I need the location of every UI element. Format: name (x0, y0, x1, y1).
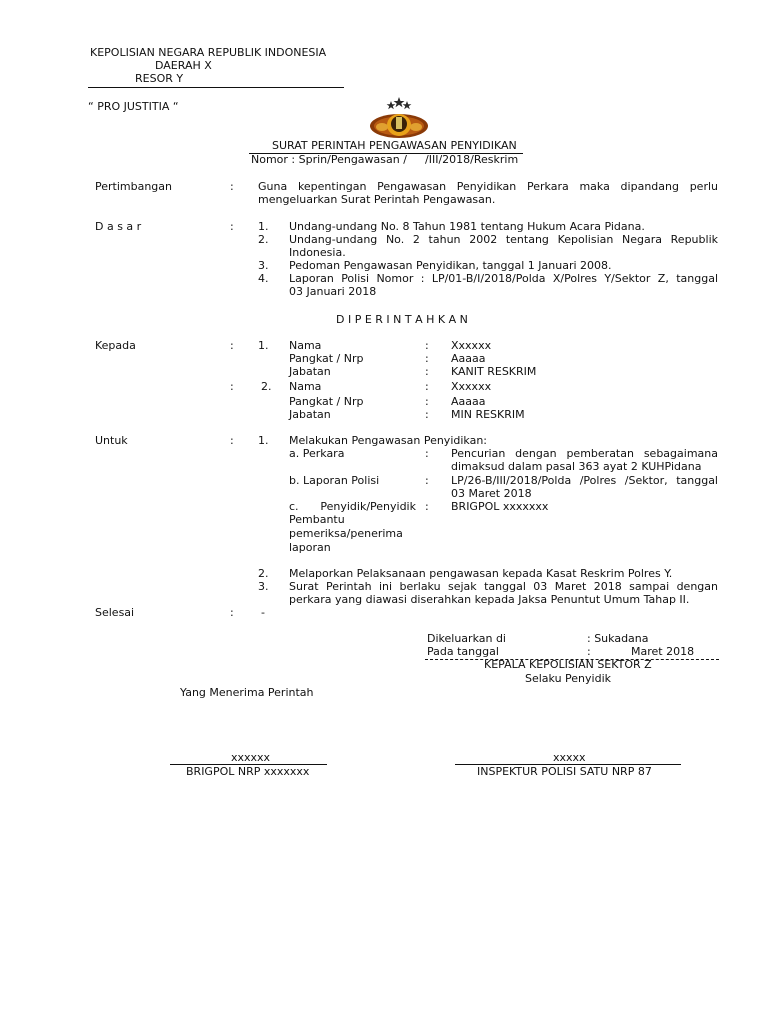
dasar-label: D a s a r (95, 220, 142, 233)
dasar-item-2-line-1: Undang-undang No. 2 tahun 2002 tentang Kepolisian Negara Republik (289, 233, 718, 246)
selesai-value: - (261, 606, 265, 619)
recipient-heading: Yang Menerima Perintah (180, 686, 314, 699)
header-resor: RESOR Y (135, 72, 184, 85)
pro-justitia: “ PRO JUSTITIA “ (88, 100, 179, 113)
person-2-pangkat-colon: : (425, 395, 429, 408)
untuk-item-3-line-2: perkara yang diawasi diserahkan kepada Jaksa Penuntut Umum Tahap II. (289, 593, 690, 606)
pertimbangan-line-2: mengeluarkan Surat Perintah Pengawasan. (258, 193, 496, 206)
person-1-pangkat-label: Pangkat / Nrp (289, 352, 364, 365)
untuk-item-1-text: Melakukan Pengawasan Penyidikan: (289, 434, 488, 447)
kepada-label: Kepada (95, 339, 136, 352)
selesai-label: Selesai (95, 606, 135, 619)
recipient-rank: BRIGPOL NRP xxxxxxx (186, 765, 310, 778)
perkara-line-2: dimaksud dalam pasal 363 ayat 2 KUHPidana (451, 460, 702, 473)
perkara-label: a. Perkara (289, 447, 345, 460)
dasar-item-1-text: Undang-undang No. 8 Tahun 1981 tentang Hukum Acara Pidana. (289, 220, 645, 233)
penyidik-colon: : (425, 500, 429, 513)
chief-subtitle: Selaku Penyidik (525, 672, 612, 685)
penyidik-label-line-4: laporan (289, 541, 331, 554)
laporan-label: b. Laporan Polisi (289, 474, 380, 487)
kepada-colon-1: : (230, 339, 234, 352)
penyidik-label-line-2: Pembantu (289, 513, 345, 526)
person-2-pangkat-value: Aaaaa (451, 395, 486, 408)
recipient-name: xxxxxx (231, 751, 271, 764)
untuk-item-1-num: 1. (258, 434, 269, 447)
person-2-pangkat-label: Pangkat / Nrp (289, 395, 364, 408)
untuk-item-3-line-1: Surat Perintah ini berlaku sejak tanggal 03 Maret 2018 sampai dengan (289, 580, 718, 593)
penyidik-label-line-1: c. Penyidik/Penyidik (289, 500, 416, 513)
person-2-nama-label: Nama (289, 380, 322, 393)
laporan-colon: : (425, 474, 429, 487)
untuk-item-2-num: 2. (258, 567, 269, 580)
person-1-jabatan-label: Jabatan (289, 365, 331, 378)
person-1-pangkat-colon: : (425, 352, 429, 365)
penyidik-value: BRIGPOL xxxxxxx (451, 500, 549, 513)
dasar-item-3-text: Pedoman Pengawasan Penyidikan, tanggal 1 Januari 2008. (289, 259, 612, 272)
dasar-item-2-line-2: Indonesia. (289, 246, 346, 259)
person-2-nama-colon: : (425, 380, 429, 393)
issued-place-label: Dikeluarkan di (427, 632, 506, 645)
selesai-colon: : (230, 606, 234, 619)
person-1-pangkat-value: Aaaaa (451, 352, 486, 365)
dasar-item-2-num: 2. (258, 233, 269, 246)
person-2-jabatan-label: Jabatan (289, 408, 331, 421)
issued-date-label: Pada tanggal (427, 645, 499, 658)
dasar-item-4-num: 4. (258, 272, 269, 285)
untuk-item-3-num: 3. (258, 580, 269, 593)
perkara-line-1: Pencurian dengan pemberatan sebagaimana (451, 447, 718, 460)
dasar-item-3-num: 3. (258, 259, 269, 272)
header-underline (88, 87, 344, 88)
header-org: KEPOLISIAN NEGARA REPUBLIK INDONESIA (90, 46, 327, 59)
kepada-person-1-num: 1. (258, 339, 269, 352)
police-emblem-icon (368, 96, 430, 142)
nomor-prefix: Nomor : Sprin/Pengawasan / (251, 153, 407, 166)
person-2-jabatan-colon: : (425, 408, 429, 421)
pertimbangan-line-1: Guna kepentingan Pengawasan Penyidikan Perkara maka dipandang perlu (258, 180, 718, 193)
person-1-nama-label: Nama (289, 339, 322, 352)
issued-place-value: : Sukadana (587, 632, 649, 645)
untuk-colon: : (230, 434, 234, 447)
signer-rank: INSPEKTUR POLISI SATU NRP 87 (477, 765, 652, 778)
person-1-jabatan-value: KANIT RESKRIM (451, 365, 537, 378)
kepada-person-2-num: 2. (261, 380, 272, 393)
person-1-nama-value: Xxxxxx (451, 339, 492, 352)
header-region: DAERAH X (155, 59, 212, 72)
person-2-jabatan-value: MIN RESKRIM (451, 408, 525, 421)
dasar-item-4-line-1: Laporan Polisi Nomor : LP/01-B/I/2018/Polda X/Polres Y/Sektor Z, tanggal (289, 272, 718, 285)
penyidik-label-line-3: pemeriksa/penerima (289, 527, 403, 540)
untuk-item-2-text: Melaporkan Pelaksanaan pengawasan kepada Kasat Reskrim Polres Y. (289, 567, 673, 580)
chief-title: KEPALA KEPOLISIAN SEKTOR Z (484, 658, 652, 671)
laporan-line-1: LP/26-B/III/2018/Polda /Polres /Sektor, tanggal (451, 474, 718, 487)
diperintahkan-heading: D I P E R I N T A H K A N (336, 313, 468, 326)
nomor-suffix: /III/2018/Reskrim (425, 153, 519, 166)
person-1-nama-colon: : (425, 339, 429, 352)
person-2-nama-value: Xxxxxx (451, 380, 492, 393)
pertimbangan-colon: : (230, 180, 234, 193)
document-title: SURAT PERINTAH PENGAWASAN PENYIDIKAN (272, 139, 517, 152)
dasar-item-1-num: 1. (258, 220, 269, 233)
pertimbangan-label: Pertimbangan (95, 180, 173, 193)
laporan-line-2: 03 Maret 2018 (451, 487, 532, 500)
person-1-jabatan-colon: : (425, 365, 429, 378)
issued-date-value: Maret 2018 (631, 645, 695, 658)
signer-name: xxxxx (553, 751, 586, 764)
issued-date-colon: : (587, 645, 591, 658)
dasar-colon: : (230, 220, 234, 233)
perkara-colon: : (425, 447, 429, 460)
kepada-colon-2: : (230, 380, 234, 393)
untuk-label: Untuk (95, 434, 128, 447)
dasar-item-4-line-2: 03 Januari 2018 (289, 285, 377, 298)
